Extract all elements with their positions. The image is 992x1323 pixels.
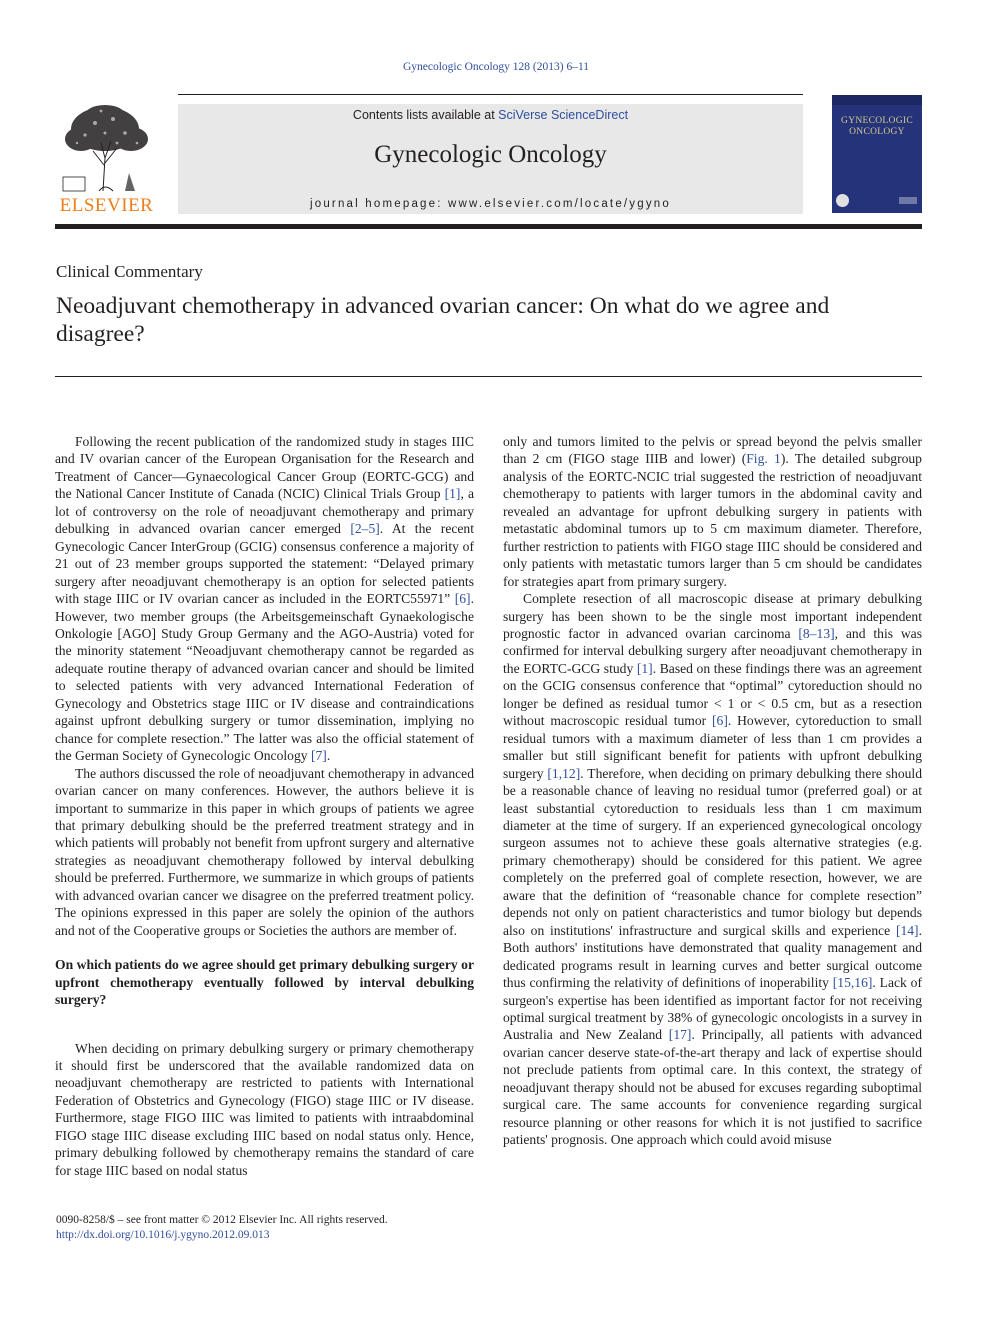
elsevier-logo[interactable] bbox=[55, 103, 158, 215]
cover-band bbox=[832, 95, 922, 105]
cover-title: GYNECOLOGIC ONCOLOGY bbox=[841, 116, 913, 137]
sciencedirect-link[interactable]: SciVerse ScienceDirect bbox=[498, 108, 629, 122]
header-top-rule bbox=[178, 94, 803, 95]
doi-link[interactable]: http://dx.doi.org/10.1016/j.ygyno.2012.09.013 bbox=[56, 1229, 270, 1241]
text-run: . At the recent Gynecologic Cancer InterGroup (GCIG) consensus conference a majority of 21 out of 23 member groups supported the statement: “Delayed primary surgery after neoadjuvant chemotherapy is an option for selected patients with stage IIIC or IV ovarian cancer as included in the EORTC55971” bbox=[55, 521, 474, 607]
paragraph-deciding: When deciding on primary debulking surgery or primary chemotherapy it should first be underscored that the available randomized data on neoadjuvant chemotherapy are restricted to patients with International Federation of Obstetrics and Gynecology (FIGO) stage IIIC or IV disease. Furthermore, stage FIGO IIIC was limited to patients with intraabdominal FIGO stage IIIC disease excluding IIIC based on nodal status only. Hence, primary debulking followed by chemotherapy remains the standard of care for stage IIIC based on nodal status bbox=[55, 1040, 474, 1178]
figure-link[interactable]: Fig. 1 bbox=[746, 451, 781, 467]
paragraph-authors: The authors discussed the role of neoadjuvant chemotherapy in advanced ovarian cancer on many conferences. However, the authors believe it is important to summarize in this paper in which groups of patients we agree that primary debulking should be the preferred treatment strategy and in which patients will probably not benefit from upfront surgery and alternative strategies as neoadjuvant chemotherapy followed by interval debulking should be preferred. Furthermore, we summarize in which groups of patients with advanced ovarian cancer we disagree on the preferred treatment policy. The opinions expressed in this paper are solely the opinion of the authors and not of the Cooperative groups or Societies the authors are member of. bbox=[55, 765, 474, 938]
elsevier-wordmark: ELSEVIER bbox=[59, 195, 154, 216]
reference-link[interactable]: [7] bbox=[310, 748, 327, 764]
reference-link[interactable]: [8–13] bbox=[798, 625, 835, 641]
text-run: . However, cytoreduction to small residual tumors with a maximum diameter of less than 1 cm provides a smaller but still significant benefit for patients with upfront debulking surgery bbox=[503, 713, 922, 781]
copyright-line: 0090-8258/$ – see front matter © 2012 Elsevier Inc. All rights reserved. bbox=[56, 1214, 388, 1226]
section-type: Clinical Commentary bbox=[56, 262, 203, 281]
text-run: . However, two member groups (the Arbeitsgemeinschaft Gynaekologische Onkologie [AGO] Study Group Germany and the AGO-Austria) voted for the minority statement “Neoadjuvant chemotherapy cannot be regarded as adequate routine therapy of advanced ovarian cancer and should be limited to selected patients with very advanced International Federation of Gynecology and Obstetrics stage IIIC or IV disease and contraindications against upfront debulking surgery or tumor dissemination, implying no chance for complete resection.” The latter was also the official statement of the German Society of Gynecologic Oncology bbox=[55, 591, 474, 764]
reference-link[interactable]: [6] bbox=[712, 713, 728, 729]
text-run: . Both authors' institutions have demonstrated that quality management and dedicated programs result in learning curves and better surgical outcome thus confirming the relativity of definitions of inoperability bbox=[503, 922, 922, 991]
text-run: , and this was confirmed for interval debulking surgery after neoadjuvant chemotherapy in the EORTC-GCG study bbox=[503, 625, 922, 676]
journal-homepage[interactable]: journal homepage: www.elsevier.com/locate/ygyno bbox=[309, 198, 671, 210]
reference-link[interactable]: [14] bbox=[895, 922, 919, 938]
journal-citation[interactable]: Gynecologic Oncology 128 (2013) 6–11 bbox=[402, 61, 590, 73]
reference-link[interactable]: [1,12] bbox=[547, 765, 581, 781]
text-run: only and tumors limited to the pelvis or spread beyond the pelvis smaller than 2 cm (FIGO stage IIIB and lower) ( bbox=[503, 434, 922, 467]
cover-seal-icon bbox=[836, 194, 849, 207]
text-run: . Therefore, when deciding on primary debulking there should be a reasonable chance of leaving no residual tumor (preferred goal) or at least substantial cytoreduction to residuals less than 1 cm maximum diameter at the time of surgery. If an experienced gynecological oncology surgeon assumes not to achieve these goals alternative strategies (e.g. primary chemotherapy) should be considered for this patient. We agree completely on the preferred goal of complete resection, however, we are aware that the definition of “reasonable chance for complete resection” depends not only on patient characteristics and tumor biology but depends also on institutions' infrastructure and surgical skills and experience bbox=[503, 765, 922, 938]
reference-link[interactable]: [15,16] bbox=[832, 975, 873, 991]
text-run: . Lack of surgeon's expertise has been identified as important factor for not receiving optimal surgical treatment by 38% of gynecologic oncologists in a survey in Australia and New Zealand bbox=[503, 975, 923, 1043]
text-run: Following the recent publication of the randomized study in stages IIIC and IV ovarian cancer of the European Organisation for the Research and Treatment of Cancer—Gynaecological Cancer Group (EORTC-GCG) and the National Cancer Institute of Canada (NCIC) Clinical Trials Group bbox=[55, 434, 474, 502]
contents-prefix: Contents lists available at bbox=[352, 108, 499, 122]
text-run: Complete resection of all macroscopic disease at primary debulking surgery has been shown to be the single most important independent prognostic factor in advanced ovarian carcinoma bbox=[503, 591, 922, 641]
paragraph-intro bbox=[55, 433, 474, 765]
paragraph-resection bbox=[503, 590, 922, 1149]
journal-cover-thumbnail[interactable] bbox=[832, 95, 922, 213]
text-run: . bbox=[326, 748, 331, 764]
journal-header bbox=[178, 104, 803, 214]
text-run: ). The detailed subgroup analysis of the EORTC-NCIC trial suggested the restriction of neoadjuvant chemotherapy to patients with larger tumors in the abdominal cavity and revealed an advantage for upfront debulking surgery in patients with metastatic abdominal tumors up to 5 cm maximum diameter. Therefore, further restriction to patients with FIGO stage IIIC should be considered and only patients with metastatic tumors larger than 5 cm should be candidates for strategies apart from primary surgery. bbox=[503, 451, 922, 589]
section-heading: On which patients do we agree should get primary debulking surgery or upfront chemotherapy eventually followed by interval debulking surgery? bbox=[55, 957, 474, 1008]
title-divider bbox=[55, 376, 922, 377]
text-run: . Based on these findings there was an agreement on the GCIG consensus conference that “optimal” cytoreduction should no longer be defined as residual tumor < 1 or < 0.5 cm, but as a resection without macroscopic residual tumor bbox=[503, 660, 923, 729]
paragraph-continued bbox=[503, 433, 922, 590]
text-run: . Principally, all patients with advanced ovarian cancer deserve state-of-the-art therapy and lack of expertise should not preclude patients from optimal care. In this context, the strategy of neoadjuvant therapy should not be abused for excuses regarding suboptimal surgical care. The same accounts for convenience regarding surgical resource planning or other reasons for which it is not justified to sacrifice patients' prognosis. One approach which could avoid misuse bbox=[503, 1027, 922, 1148]
reference-link[interactable]: [6] bbox=[454, 591, 471, 607]
reference-link[interactable]: [17] bbox=[668, 1027, 692, 1043]
elsevier-tree-icon bbox=[55, 103, 158, 193]
footer bbox=[56, 1213, 388, 1243]
journal-name: Gynecologic Oncology bbox=[374, 141, 607, 168]
reference-link[interactable]: [2–5] bbox=[350, 521, 380, 537]
cover-publisher-mark-icon bbox=[899, 197, 917, 204]
contents-line bbox=[178, 108, 803, 122]
right-column bbox=[503, 433, 922, 1149]
article-title: Neoadjuvant chemotherapy in advanced ovarian cancer: On what do we agree and disagree? bbox=[56, 293, 830, 347]
left-column bbox=[55, 433, 474, 1179]
reference-link[interactable]: [1] bbox=[636, 660, 653, 676]
reference-link[interactable]: [1] bbox=[444, 486, 461, 502]
header-divider bbox=[55, 224, 922, 229]
text-run: , a lot of controversy on the role of neoadjuvant chemotherapy and primary debulking in advanced ovarian cancer emerged bbox=[55, 486, 474, 537]
